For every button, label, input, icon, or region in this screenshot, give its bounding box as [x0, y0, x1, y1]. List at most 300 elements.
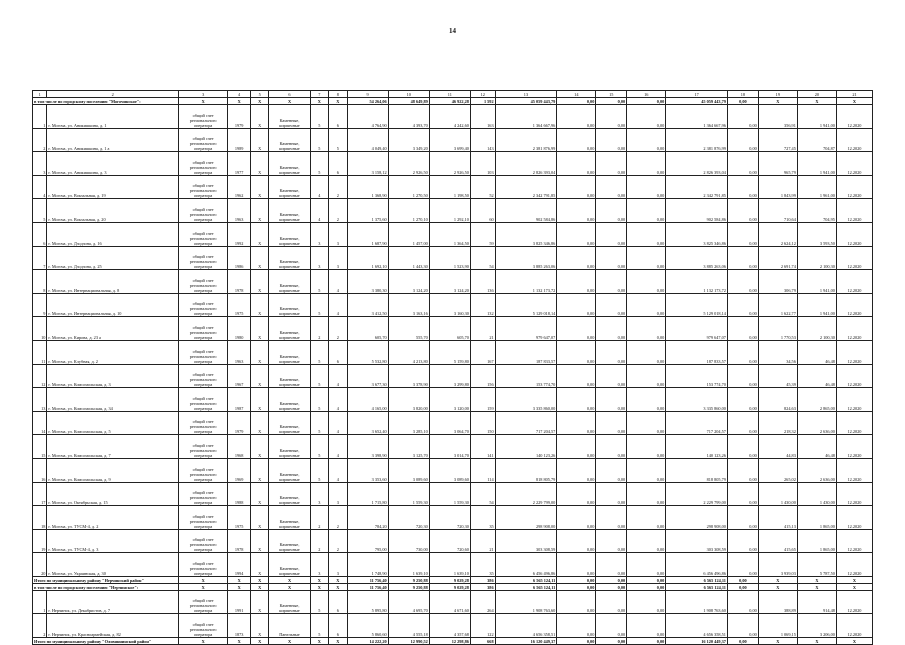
fund-line: регионального — [189, 329, 217, 335]
fund-line: регионального — [189, 141, 217, 147]
entrances-cell: 4 — [329, 364, 348, 388]
table-row — [33, 553, 873, 577]
max-cost-cell: 1 865,00 — [797, 529, 836, 553]
summary-cell: 0,00 — [727, 98, 758, 105]
fund-cost-cell: 979 647,07 — [666, 317, 728, 341]
fund-cell — [178, 293, 227, 317]
wall-line: кирпичные — [279, 169, 300, 175]
zero-cell: 0,00 — [557, 152, 596, 176]
row-number: 13 — [33, 388, 47, 412]
zero-cell: 0,00 — [627, 590, 666, 614]
wall-line: Каменные, — [279, 495, 300, 501]
date-cell: 12.2020 — [836, 293, 872, 317]
wall-material-cell — [269, 435, 310, 459]
wall-material-cell — [269, 590, 310, 614]
wall-material-cell — [269, 246, 310, 270]
wall-line: Каменные, — [279, 329, 300, 335]
table-row — [33, 506, 873, 530]
floors-cell: 5 — [310, 388, 329, 412]
area-cell: 1 639,10 — [429, 553, 470, 577]
zero-cell: 0,00 — [557, 105, 596, 129]
residents-cell: 52 — [470, 175, 495, 199]
fund-cell — [178, 340, 227, 364]
fund-line: оператора — [193, 632, 213, 638]
zero-cell: 0,00 — [596, 482, 627, 506]
area-cell: 1 639,10 — [388, 553, 429, 577]
zero-cell: 0,00 — [627, 293, 666, 317]
residents-cell: 163 — [470, 105, 495, 129]
table-row — [33, 590, 873, 614]
floors-cell: 3 — [310, 246, 329, 270]
area-cell: 5 860,60 — [347, 614, 388, 638]
fund-cell — [178, 482, 227, 506]
area-cell: 555,70 — [388, 317, 429, 341]
wall-material-cell — [269, 105, 310, 129]
summary-cell: 0,00 — [557, 638, 596, 645]
x-cell: X — [250, 175, 269, 199]
floors-cell: 5 — [310, 411, 329, 435]
fund-line: общий счет — [192, 277, 214, 283]
fund-cost-cell: 902 584,86 — [666, 199, 728, 223]
residents-cell: 21 — [470, 317, 495, 341]
address-cell: г. Могоча, ул. Аникишкина, д. 1 — [47, 105, 179, 129]
summary-cell: 0,00 — [627, 638, 666, 645]
summary-cell: X — [269, 638, 310, 645]
fund-line: регионального — [189, 627, 217, 633]
fund-line: регионального — [189, 518, 217, 524]
fund-line: общий счет — [192, 230, 214, 236]
summary-cell: 0,00 — [596, 576, 627, 583]
zero-cell: 0,00 — [727, 506, 758, 530]
wall-line: кирпичные — [279, 523, 300, 529]
max-cost-cell: 5 787,50 — [797, 553, 836, 577]
zero-cell: 0,00 — [596, 246, 627, 270]
x-cell: X — [250, 317, 269, 341]
address-cell: г. Могоча, ул. Интернациональная, д. 10 — [47, 293, 179, 317]
year-cell: 1979 — [228, 411, 251, 435]
area-cell: 3 380,30 — [347, 270, 388, 294]
residents-cell: 264 — [470, 590, 495, 614]
fund-cell — [178, 199, 227, 223]
cost-cell: 3 335 860,00 — [495, 388, 557, 412]
summary-cell: X — [797, 98, 836, 105]
fund-line: регионального — [189, 211, 217, 217]
year-cell: 1969 — [228, 458, 251, 482]
table-row — [33, 152, 873, 176]
table-row — [33, 458, 873, 482]
zero-cell: 0,00 — [596, 506, 627, 530]
wall-material-cell — [269, 340, 310, 364]
fund-cell — [178, 411, 227, 435]
cost-cell: 717 204,57 — [495, 411, 557, 435]
fund-line: общий счет — [192, 598, 214, 604]
fund-cell — [178, 246, 227, 270]
zero-cell: 0,00 — [627, 364, 666, 388]
address-cell: г. Могоча, ул. Клубная, д. 2 — [47, 340, 179, 364]
entrances-cell: 2 — [329, 175, 348, 199]
max-cost-cell: 2 636,00 — [797, 458, 836, 482]
fund-line: общий счет — [192, 206, 214, 212]
row-number: 8 — [33, 270, 47, 294]
fund-cost-cell: 1 908 763,60 — [666, 590, 728, 614]
zero-cell: 0,00 — [627, 175, 666, 199]
wall-line: кирпичные — [279, 476, 300, 482]
residents-cell: 143 — [470, 128, 495, 152]
wall-line: кирпичные — [279, 334, 300, 340]
address-cell: г. Могоча, ул. Комсомольская, д. 9 — [47, 458, 179, 482]
area-cell: 3 677,30 — [347, 364, 388, 388]
date-cell: 12.2020 — [836, 435, 872, 459]
area-cell: 3 353,60 — [347, 458, 388, 482]
year-cell: 1992 — [228, 222, 251, 246]
zero-cell: 0,00 — [727, 458, 758, 482]
unit-cost-cell: 1 843,99 — [758, 175, 797, 199]
wall-line: кирпичные — [279, 264, 300, 270]
unit-cost-cell: 2 691,74 — [758, 246, 797, 270]
date-cell: 12.2020 — [836, 199, 872, 223]
area-cell: 1 270,10 — [388, 199, 429, 223]
zero-cell: 0,00 — [557, 411, 596, 435]
area-cell: 1 270,50 — [388, 175, 429, 199]
wall-material-cell — [269, 411, 310, 435]
unit-cost-cell: 3 939,03 — [758, 553, 797, 577]
cost-cell: 1 364 667,96 — [495, 105, 557, 129]
fund-line: регионального — [189, 603, 217, 609]
fund-cost-cell: 1 132 173,72 — [666, 270, 728, 294]
fund-line: общий счет — [192, 301, 214, 307]
area-cell: 3 378,90 — [388, 364, 429, 388]
zero-cell: 0,00 — [627, 222, 666, 246]
residents-cell: 136 — [470, 270, 495, 294]
row-number: 2 — [33, 614, 47, 638]
address-cell: г. Могоча, ул. Дзодзона, д. 25 — [47, 246, 179, 270]
residents-cell: 35 — [470, 506, 495, 530]
zero-cell: 0,00 — [557, 317, 596, 341]
entrances-cell: 2 — [329, 529, 348, 553]
fund-cost-cell: 3 825 346,86 — [666, 222, 728, 246]
unit-cost-cell: 1 430,00 — [758, 482, 797, 506]
floors-cell: 5 — [310, 364, 329, 388]
wall-line: кирпичные — [279, 146, 300, 152]
subtotal-row-mogocha — [33, 98, 873, 105]
wall-line: кирпичные — [279, 452, 300, 458]
address-cell: г. Могоча, ул. Украинская, д. 30 — [47, 553, 179, 577]
fund-line: регионального — [189, 235, 217, 241]
date-cell: 12.2020 — [836, 270, 872, 294]
date-cell: 12.2020 — [836, 152, 872, 176]
fund-line: общий счет — [192, 136, 214, 142]
wall-line: Каменные, — [279, 259, 300, 265]
floors-cell: 5 — [310, 152, 329, 176]
wall-line: Каменные, — [279, 542, 300, 548]
address-cell: г. Могоча, ул. Комсомольская, д. 7 — [47, 435, 179, 459]
summary-cell: X — [228, 583, 251, 590]
cost-cell: 1 132 173,72 — [495, 270, 557, 294]
summary-cell: X — [228, 638, 251, 645]
residents-cell: 156 — [470, 364, 495, 388]
x-cell: X — [250, 128, 269, 152]
floors-cell: 5 — [310, 458, 329, 482]
residents-cell: 159 — [470, 388, 495, 412]
unit-cost-cell: 218,32 — [758, 411, 797, 435]
wall-line: Каменные, — [279, 424, 300, 430]
wall-material-cell — [269, 128, 310, 152]
area-cell: 3 652,40 — [347, 411, 388, 435]
summary-cell: 12 298,86 — [429, 638, 470, 645]
address-cell: г. Могоча, ул. Вокзальная, д. 20 — [47, 199, 179, 223]
summary-cell: 14 222,20 — [347, 638, 388, 645]
cost-cell: 153 774,70 — [495, 364, 557, 388]
address-cell: г. Нерчинск, ул. Красноармейская, д. 82 — [47, 614, 179, 638]
column-number: 10 — [388, 91, 429, 98]
residents-cell: 103 — [470, 152, 495, 176]
wall-material-cell — [269, 364, 310, 388]
cost-cell: 1 908 763,60 — [495, 590, 557, 614]
summary-cell: 16 120 449,37 — [666, 638, 728, 645]
date-cell: 12.2020 — [836, 175, 872, 199]
floors-cell: 2 — [310, 529, 329, 553]
zero-cell: 0,00 — [596, 128, 627, 152]
wall-material-cell — [269, 482, 310, 506]
table-row — [33, 199, 873, 223]
year-cell: 1980 — [228, 317, 251, 341]
column-number: 8 — [329, 91, 348, 98]
area-cell: 1 375,60 — [347, 199, 388, 223]
fund-cell — [178, 105, 227, 129]
floors-cell: 2 — [310, 506, 329, 530]
fund-cost-cell: 717 204,57 — [666, 411, 728, 435]
x-cell: X — [250, 293, 269, 317]
zero-cell: 0,00 — [627, 435, 666, 459]
entrances-cell: 4 — [329, 293, 348, 317]
fund-cost-cell: 2 342 791,85 — [666, 175, 728, 199]
floors-cell: 3 — [310, 482, 329, 506]
cost-cell: 2 229 799,00 — [495, 482, 557, 506]
address-cell: г. Могоча, ул. Дзодзона, д. 16 — [47, 222, 179, 246]
table-row — [33, 529, 873, 553]
summary-cell: 0,00 — [727, 638, 758, 645]
summary-cell: 9 250,88 — [388, 576, 429, 583]
address-cell: г. Могоча, ул. Октябрьская, д. 15 — [47, 482, 179, 506]
summary-cell: X — [228, 576, 251, 583]
area-cell: 3 089,60 — [388, 458, 429, 482]
address-cell: г. Могоча, ул. ТУСМ-4, д. 3 — [47, 529, 179, 553]
cost-cell: 6 456 496,86 — [495, 553, 557, 577]
wall-material-cell — [269, 175, 310, 199]
summary-cell: X — [250, 576, 269, 583]
year-cell: 1977 — [228, 152, 251, 176]
summary-cell: 9 029,28 — [429, 583, 470, 590]
row-number: 12 — [33, 364, 47, 388]
zero-cell: 0,00 — [727, 590, 758, 614]
zero-cell: 0,00 — [627, 270, 666, 294]
address-cell: г. Могоча, ул. ТУСМ-4, д. 2 — [47, 506, 179, 530]
summary-cell: 0,00 — [727, 583, 758, 590]
entrances-cell: 2 — [329, 199, 348, 223]
zero-cell: 0,00 — [557, 199, 596, 223]
x-cell: X — [250, 246, 269, 270]
area-cell: 4 671,60 — [429, 590, 470, 614]
zero-cell: 0,00 — [727, 128, 758, 152]
wall-line: кирпичные — [279, 608, 300, 614]
fund-line: общий счет — [192, 183, 214, 189]
entrances-cell: 6 — [329, 590, 348, 614]
fund-cell — [178, 458, 227, 482]
area-cell: 1 457,00 — [388, 222, 429, 246]
wall-line: Каменные, — [279, 282, 300, 288]
summary-cell: 0,00 — [557, 98, 596, 105]
summary-cell: X — [758, 583, 797, 590]
fund-cell — [178, 435, 227, 459]
zero-cell: 0,00 — [727, 270, 758, 294]
address-cell: г. Могоча, ул. Аникишкина, д. 1 а — [47, 128, 179, 152]
table-row — [33, 388, 873, 412]
fund-cell — [178, 506, 227, 530]
fund-line: оператора — [193, 216, 213, 222]
year-cell: 1978 — [228, 270, 251, 294]
area-cell: 4 213,80 — [388, 340, 429, 364]
area-cell: 3 158,12 — [347, 152, 388, 176]
max-cost-cell: 3 593,50 — [797, 222, 836, 246]
column-number: 13 — [495, 91, 557, 98]
table-row — [33, 435, 873, 459]
zero-cell: 0,00 — [727, 364, 758, 388]
wall-material-cell — [269, 152, 310, 176]
column-number: 7 — [310, 91, 329, 98]
fund-line: оператора — [193, 523, 213, 529]
wall-line: Каменные, — [279, 565, 300, 571]
summary-cell: 6 565 124,11 — [666, 576, 728, 583]
unit-cost-cell: 1 069,15 — [758, 614, 797, 638]
date-cell: 12.2020 — [836, 317, 872, 341]
fund-line: общий счет — [192, 466, 214, 472]
max-cost-cell: 1 941,00 — [797, 152, 836, 176]
date-cell: 12.2020 — [836, 614, 872, 638]
summary-cell: 46 922,28 — [429, 98, 470, 105]
fund-cell — [178, 152, 227, 176]
year-cell: 1991 — [228, 590, 251, 614]
column-number: 21 — [836, 91, 872, 98]
area-cell: 2 926,50 — [429, 152, 470, 176]
fund-line: оператора — [193, 570, 213, 576]
area-cell: 3 124,20 — [429, 270, 470, 294]
entrances-cell: 3 — [329, 246, 348, 270]
cost-cell: 303 308,59 — [495, 529, 557, 553]
fund-cell — [178, 128, 227, 152]
fund-line: оператора — [193, 264, 213, 270]
max-cost-cell: 1 865,00 — [797, 506, 836, 530]
wall-line: кирпичные — [279, 122, 300, 128]
zero-cell: 0,00 — [727, 105, 758, 129]
zero-cell: 0,00 — [557, 614, 596, 638]
row-number: 11 — [33, 340, 47, 364]
area-cell: 795,00 — [347, 529, 388, 553]
fund-line: регионального — [189, 353, 217, 359]
fund-line: оператора — [193, 240, 213, 246]
date-cell: 12.2020 — [836, 590, 872, 614]
zero-cell: 0,00 — [727, 614, 758, 638]
residents-cell: 132 — [470, 293, 495, 317]
area-cell: 720,30 — [429, 506, 470, 530]
summary-cell: 386 — [470, 583, 495, 590]
wall-line: кирпичные — [279, 382, 300, 388]
area-cell: 3 089,60 — [429, 458, 470, 482]
cost-cell: 4 656 358,51 — [495, 614, 557, 638]
cost-cell: 3 825 346,86 — [495, 222, 557, 246]
wall-line: Каменные, — [279, 141, 300, 147]
area-cell: 1 443,30 — [388, 246, 429, 270]
unit-cost-cell: 44,83 — [758, 435, 797, 459]
total-row-nerchinsk — [33, 576, 873, 583]
row-number: 4 — [33, 175, 47, 199]
fund-line: регионального — [189, 400, 217, 406]
wall-material-cell — [269, 458, 310, 482]
zero-cell: 0,00 — [627, 388, 666, 412]
cost-cell: 2 826 393,04 — [495, 152, 557, 176]
zero-cell: 0,00 — [596, 317, 627, 341]
wall-line: Каменные, — [279, 188, 300, 194]
area-cell: 3 125,70 — [388, 435, 429, 459]
floors-cell: 5 — [310, 293, 329, 317]
zero-cell: 0,00 — [627, 458, 666, 482]
year-cell: 1968 — [228, 435, 251, 459]
wall-line: кирпичные — [279, 358, 300, 364]
column-number: 17 — [666, 91, 728, 98]
zero-cell: 0,00 — [596, 175, 627, 199]
zero-cell: 0,00 — [557, 364, 596, 388]
area-cell: 4 242,60 — [429, 105, 470, 129]
fund-cost-cell: 5 129 018,14 — [666, 293, 728, 317]
cost-cell: 902 584,86 — [495, 199, 557, 223]
area-cell: 605,70 — [429, 317, 470, 341]
summary-cell: X — [329, 576, 348, 583]
entrances-cell: 4 — [329, 411, 348, 435]
column-number: 20 — [797, 91, 836, 98]
fund-line: общий счет — [192, 560, 214, 566]
fund-line: оператора — [193, 193, 213, 199]
zero-cell: 0,00 — [557, 435, 596, 459]
entrances-cell: 6 — [329, 614, 348, 638]
year-cell: 1986 — [228, 246, 251, 270]
zero-cell: 0,00 — [557, 246, 596, 270]
max-cost-cell: 1 961,00 — [797, 175, 836, 199]
fund-line: регионального — [189, 424, 217, 430]
summary-label: Итого по муниципальному району "Оловяннинский район" — [33, 638, 179, 645]
area-cell: 1 292,10 — [429, 199, 470, 223]
fund-line: общий счет — [192, 513, 214, 519]
wall-material-cell — [269, 293, 310, 317]
summary-cell: X — [758, 98, 797, 105]
wall-line: кирпичные — [279, 570, 300, 576]
fund-cell — [178, 590, 227, 614]
entrances-cell: 4 — [329, 458, 348, 482]
table-row — [33, 128, 873, 152]
zero-cell: 0,00 — [596, 199, 627, 223]
x-cell: X — [250, 199, 269, 223]
area-cell: 3 285,10 — [388, 411, 429, 435]
zero-cell: 0,00 — [627, 529, 666, 553]
fund-line: оператора — [193, 358, 213, 364]
zero-cell: 0,00 — [627, 340, 666, 364]
entrances-cell: 5 — [329, 128, 348, 152]
fund-line: оператора — [193, 334, 213, 340]
area-cell: 3 299,80 — [429, 364, 470, 388]
column-number: 6 — [269, 91, 310, 98]
residents-cell: 114 — [470, 458, 495, 482]
fund-line: общий счет — [192, 419, 214, 425]
area-cell: 4 049,40 — [347, 128, 388, 152]
total-row-olovyannaya — [33, 638, 873, 645]
